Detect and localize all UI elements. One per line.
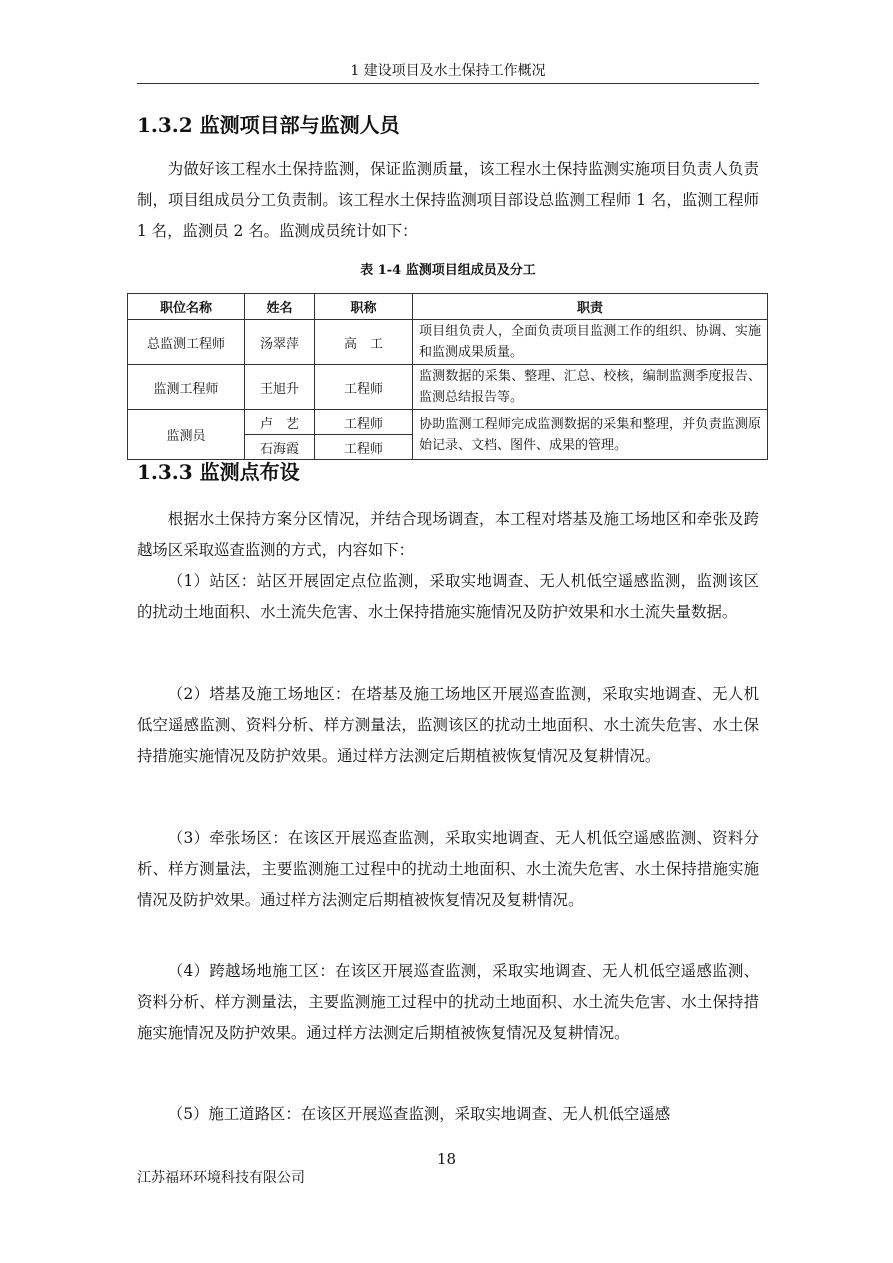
cell-name: 汤翠萍 <box>245 320 315 365</box>
cell-position: 总监测工程师 <box>128 320 245 365</box>
cell-position: 监测员 <box>128 410 245 460</box>
cell-duty: 协助监测工程师完成监测数据的采集和整理，并负责监测原始记录、文档、图件、成果的管理。 <box>413 410 768 460</box>
cell-position: 监测工程师 <box>128 365 245 410</box>
cell-duty: 监测数据的采集、整理、汇总、校核，编制监测季度报告、监测总结报告等。 <box>413 365 768 410</box>
item-paragraph: （4）跨越场地施工区：在该区开展巡查监测，采取实地调查、无人机低空遥感监测、资料分析、样方测量法，主要监测施工过程中的扰动土地面积、水土流失危害、水土保持措施实施情况及防护效果。通过样方法测定后期植被恢复情况及复耕情况。 <box>137 962 759 1042</box>
table-caption: 表 1-4 监测项目组成员及分工 <box>360 263 536 278</box>
header-position: 职位名称 <box>128 294 245 320</box>
section-heading-1-3-2: 1.3.2 监测项目部与监测人员 <box>137 113 400 137</box>
header-rule <box>137 83 759 84</box>
cell-title: 工程师 <box>315 435 413 460</box>
table-row <box>128 410 768 435</box>
cell-name: 石海霞 <box>245 435 315 460</box>
section-heading-1-3-3: 1.3.3 监测点布设 <box>137 460 300 484</box>
cell-duty: 项目组负责人，全面负责项目监测工作的组织、协调、实施和监测成果质量。 <box>413 320 768 365</box>
company-name: 江苏福环环境科技有限公司 <box>137 1170 305 1186</box>
item-paragraph: （5）施工道路区：在该区开展巡查监测，采取实地调查、无人机低空遥感 <box>167 1105 671 1123</box>
staff-table <box>127 293 768 460</box>
page-number: 18 <box>436 1150 457 1168</box>
item-paragraph: （2）塔基及施工场地区：在塔基及施工场地区开展巡查监测，采取实地调查、无人机低空遥感监测、资料分析、样方测量法，监测该区的扰动土地面积、水土流失危害、水土保持措施实施情况及防护效果。通过样方法测定后期植被恢复情况及复耕情况。 <box>137 685 759 765</box>
cell-title: 工程师 <box>315 365 413 410</box>
table-row <box>128 320 768 365</box>
item-paragraph: （1）站区：站区开展固定点位监测，采取实地调查、无人机低空遥感监测，监测该区的扰动土地面积、水土流失危害、水土保持措施实施情况及防护效果和水土流失量数据。 <box>137 572 759 621</box>
cell-title: 工程师 <box>315 410 413 435</box>
table-header-row <box>128 294 768 320</box>
cell-name: 卢 艺 <box>245 410 315 435</box>
cell-title: 高 工 <box>315 320 413 365</box>
running-header: 1 建设项目及水土保持工作概况 <box>350 63 546 79</box>
header-title: 职称 <box>315 294 413 320</box>
header-name: 姓名 <box>245 294 315 320</box>
cell-name: 王旭升 <box>245 365 315 410</box>
table-row <box>128 365 768 410</box>
staff-intro-paragraph: 为做好该工程水土保持监测，保证监测质量，该工程水土保持监测实施项目负责人负责制，项目组成员分工负责制。该工程水土保持监测项目部设总监测工程师 1 名，监测工程师 1 名，监测员 2 名。监测成员统计如下： <box>137 160 759 240</box>
item-paragraph: （3）牵张场区：在该区开展巡查监测，采取实地调查、无人机低空遥感监测、资料分析、样方测量法，主要监测施工过程中的扰动土地面积、水土流失危害、水土保持措施实施情况及防护效果。通过样方法测定后期植被恢复情况及复耕情况。 <box>137 829 759 909</box>
header-duty: 职责 <box>413 294 768 320</box>
layout-intro-paragraph: 根据水土保持方案分区情况，并结合现场调查，本工程对塔基及施工场地区和牵张及跨越场区采取巡查监测的方式，内容如下： <box>137 510 759 559</box>
